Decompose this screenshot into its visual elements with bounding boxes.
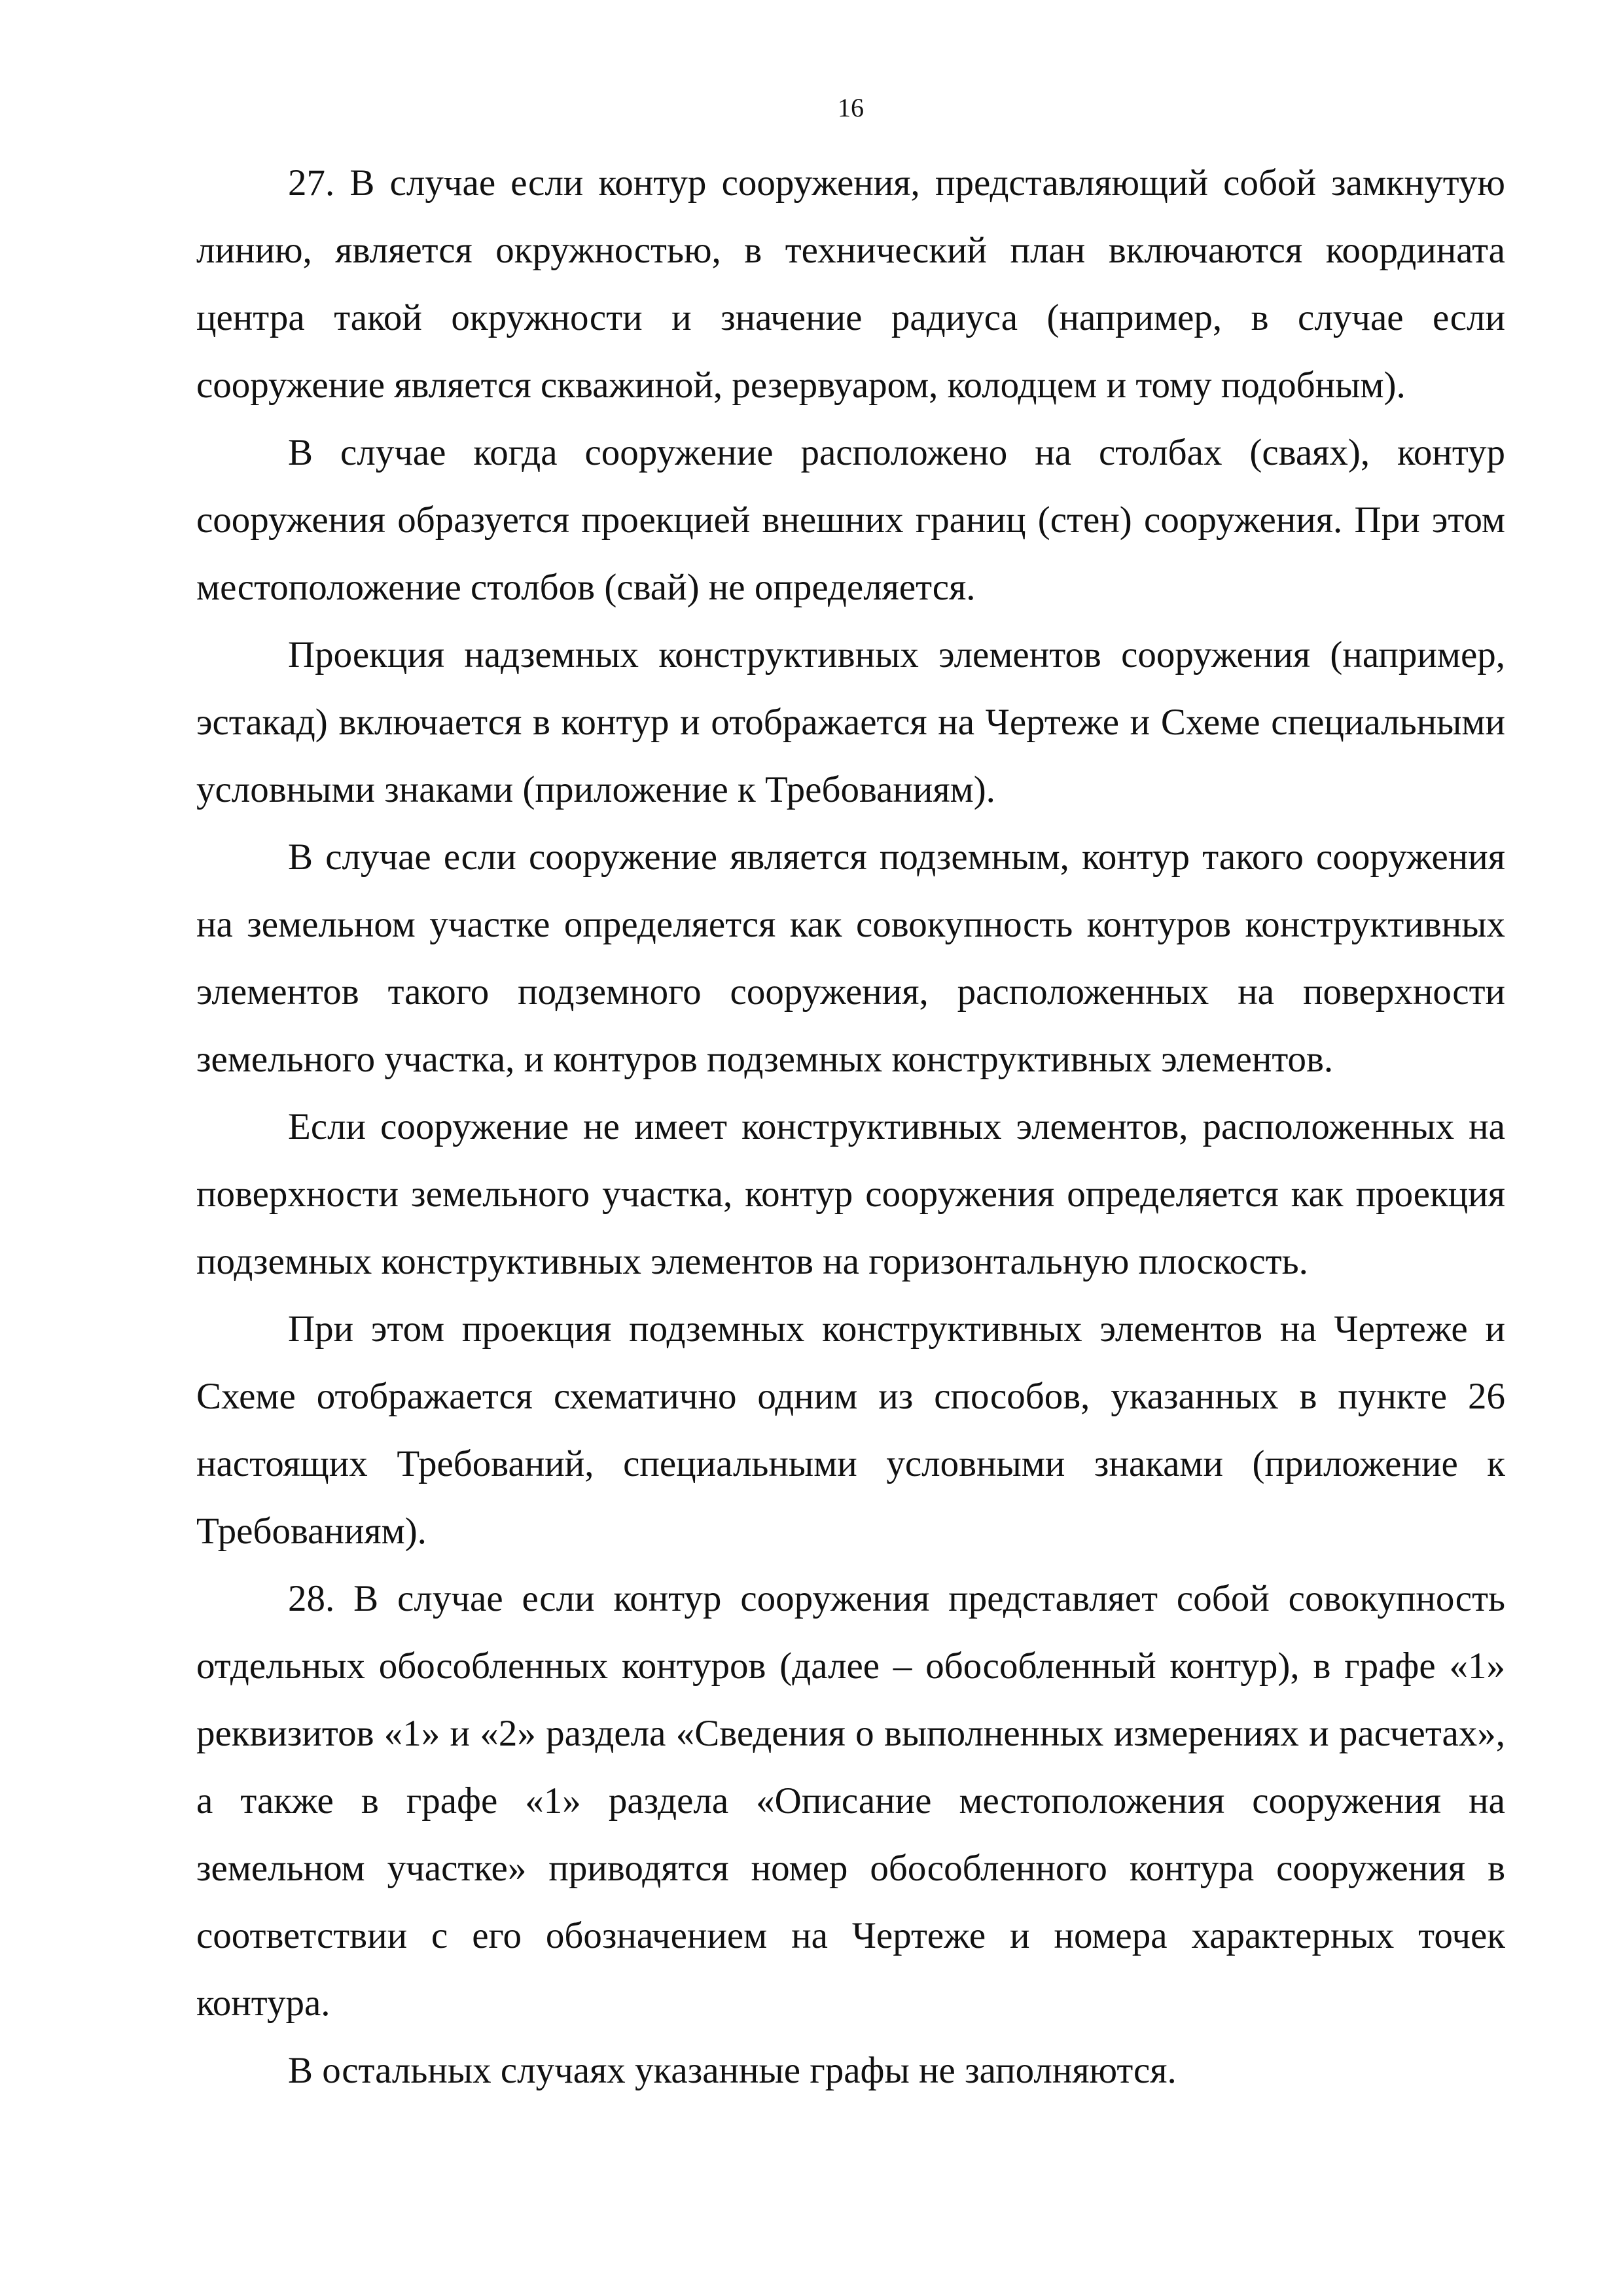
paragraph-underground-structure: В случае если сооружение является подземным, контур такого сооружения на земельном участке определяется как совокупность контуров конструктивных элементов такого подземного сооружения, расположенных на поверхности земельного участка, и контуров подземных конструктивных элементов. xyxy=(196,836,1505,1080)
document-body xyxy=(196,149,1505,2104)
paragraph-no-surface-elements: Если сооружение не имеет конструктивных элементов, расположенных на поверхности земельного участка, контур сооружения определяется как проекция подземных конструктивных элементов на горизонтальную плоскость. xyxy=(196,1106,1505,1282)
page-number: 16 xyxy=(838,93,864,122)
paragraph-overground-elements: Проекция надземных конструктивных элементов сооружения (например, эстакад) включается в контур и отображается на Чертеже и Схеме специальными условными знаками (приложение к Требованиям). xyxy=(196,634,1505,810)
paragraph-item-27-circle-contour: 27. В случае если контур сооружения, представляющий собой замкнутую линию, является окружностью, в технический план включаются координата центра такой окружности и значение радиуса (например, в случае если сооружение является скважиной, резервуаром, колодцем и тому подобным). xyxy=(196,162,1505,406)
paragraph-other-cases: В остальных случаях указанные графы не заполняются. xyxy=(288,2050,1177,2091)
paragraph-schematic-display: При этом проекция подземных конструктивных элементов на Чертеже и Схеме отображается схематично одним из способов, указанных в пункте 26 настоящих Требований, специальными условными знаками (приложение к Требованиям). xyxy=(196,1308,1505,1552)
paragraph-piles-contour: В случае когда сооружение расположено на столбах (сваях), контур сооружения образуется проекцией внешних границ (стен) сооружения. При этом местоположение столбов (свай) не определяется. xyxy=(196,432,1505,608)
paragraph-item-28-separate-contours: 28. В случае если контур сооружения представляет собой совокупность отдельных обособленных контуров (далее – обособленный контур), в графе «1» реквизитов «1» и «2» раздела «Сведения о выполненных измерениях и расчетах», а также в графе «1» раздела «Описание местоположения сооружения на земельном участке» приводятся номер обособленного контура сооружения в соответствии с его обозначением на Чертеже и номера характерных точек контура. xyxy=(196,1578,1505,2024)
